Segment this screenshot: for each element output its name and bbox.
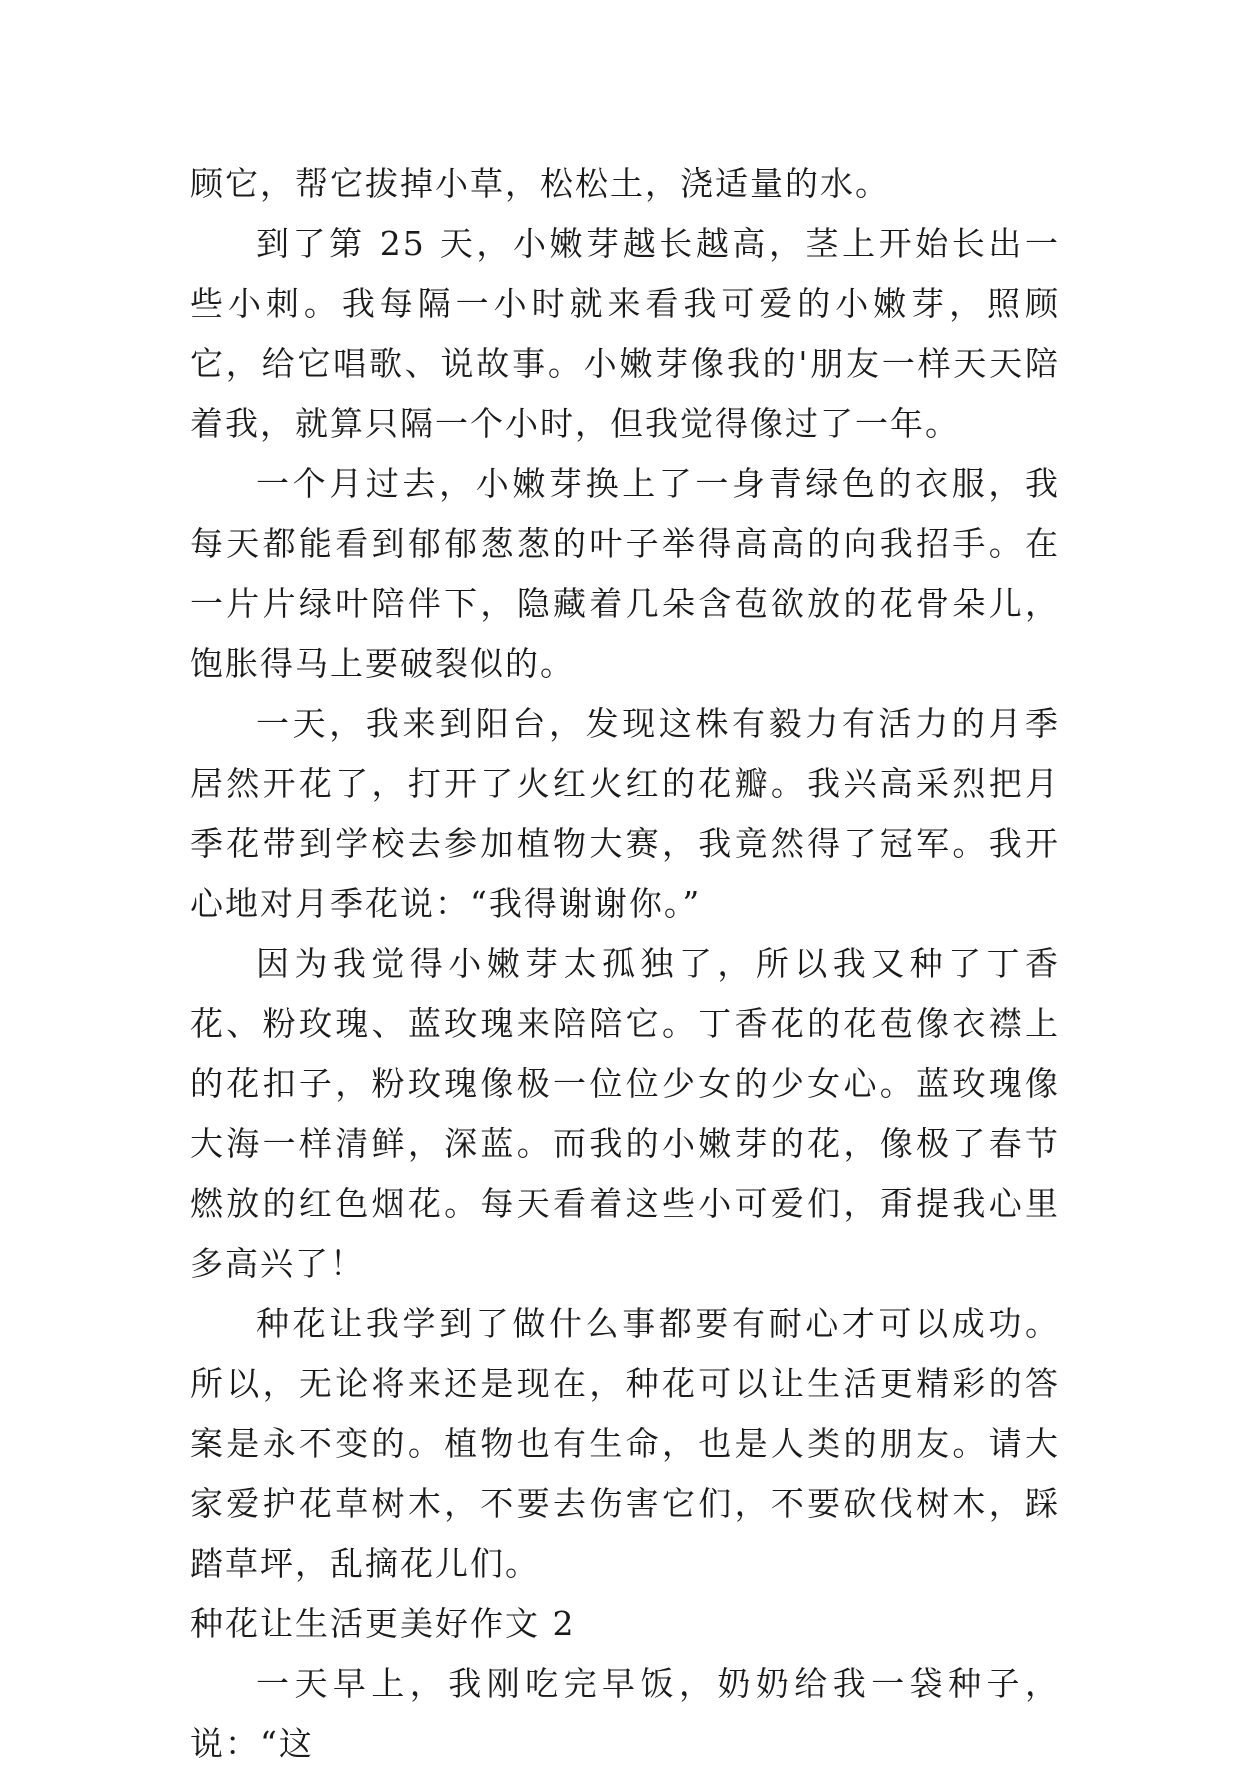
document-body (190, 154, 1060, 1774)
paragraph-continuation: 顾它，帮它拔掉小草，松松土，浇适量的水。 (190, 164, 890, 203)
paragraph: 一天，我来到阳台，发现这株有毅力有活力的月季居然开花了，打开了火红火红的花瓣。我兴高采烈把月季花带到学校去参加植物大赛，我竟然得了冠军。我开心地对月季花说：“我得谢谢你。” (190, 704, 1060, 923)
paragraph: 种花让我学到了做什么事都要有耐心才可以成功。所以，无论将来还是现在，种花可以让生活更精彩的答案是永不变的。植物也有生命，也是人类的朋友。请大家爱护花草树木，不要去伤害它们，不要砍伐树木，踩踏草坪，乱摘花儿们。 (190, 1304, 1060, 1583)
section-heading: 种花让生活更美好作文 2 (190, 1604, 576, 1643)
paragraph: 一个月过去，小嫩芽换上了一身青绿色的衣服，我每天都能看到郁郁葱葱的叶子举得高高的向我招手。在一片片绿叶陪伴下，隐藏着几朵含苞欲放的花骨朵儿，饱胀得马上要破裂似的。 (190, 464, 1060, 683)
paragraph: 到了第 25 天，小嫩芽越长越高，茎上开始长出一些小刺。我每隔一小时就来看我可爱的小嫩芽，照顾它，给它唱歌、说故事。小嫩芽像我的'朋友一样天天陪着我，就算只隔一个小时，但我觉得像过了一年。 (190, 224, 1060, 443)
paragraph: 因为我觉得小嫩芽太孤独了，所以我又种了丁香花、粉玫瑰、蓝玫瑰来陪陪它。丁香花的花苞像衣襟上的花扣子，粉玫瑰像极一位位少女的少女心。蓝玫瑰像大海一样清鲜，深蓝。而我的小嫩芽的花，像极了春节燃放的红色烟花。每天看着这些小可爱们，甭提我心里多高兴了！ (190, 944, 1060, 1283)
paragraph: 一天早上，我刚吃完早饭，奶奶给我一袋种子，说：“这 (190, 1664, 1060, 1763)
